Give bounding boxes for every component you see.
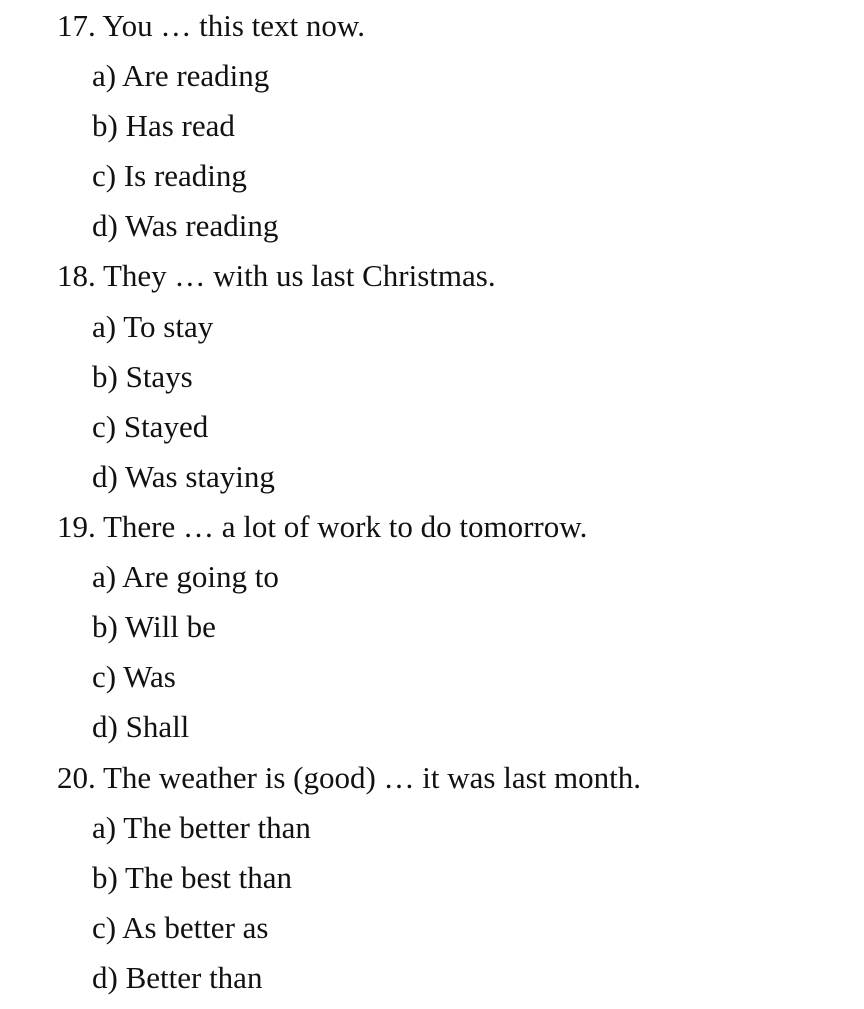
question-19-option-c: c) Was (92, 659, 176, 694)
question-19-stem: 19. There … a lot of work to do tomorrow. (57, 509, 588, 544)
question-17-option-c: c) Is reading (92, 158, 247, 193)
question-18-option-a: a) To stay (92, 309, 214, 344)
question-18-option-b: b) Stays (92, 359, 193, 394)
question-19-option-b: b) Will be (92, 609, 216, 644)
question-20-option-c: c) As better as (92, 910, 269, 945)
question-20-option-d: d) Better than (92, 960, 263, 995)
question-17-option-a: a) Are reading (92, 58, 270, 93)
question-17-option-d: d) Was reading (92, 208, 279, 243)
question-18-option-c: c) Stayed (92, 409, 209, 444)
question-18-stem: 18. They … with us last Christmas. (57, 258, 496, 293)
question-20-option-a: a) The better than (92, 810, 311, 845)
question-20-stem: 20. The weather is (good) … it was last month. (57, 760, 642, 795)
question-17-option-b: b) Has read (92, 108, 235, 143)
question-18-option-d: d) Was staying (92, 459, 275, 494)
question-20-option-b: b) The best than (92, 860, 293, 895)
question-17-stem: 17. You … this text now. (57, 8, 366, 43)
question-19-option-a: a) Are going to (92, 559, 279, 594)
question-19-option-d: d) Shall (92, 709, 190, 744)
